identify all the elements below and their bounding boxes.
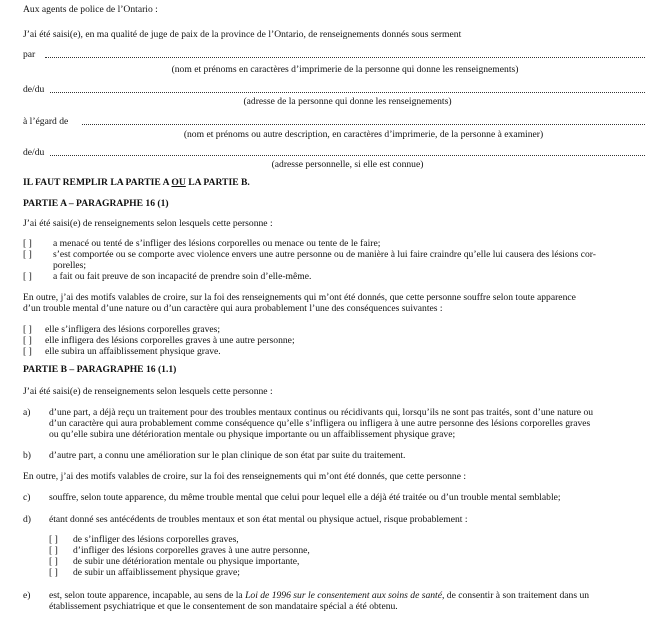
- informant-address-caption: (adresse de la personne qui donne les renseignements): [243, 96, 452, 107]
- instruction-heading: IL FAUT REMPLIR LA PARTIE A OU LA PARTIE B.: [23, 177, 250, 188]
- part-a-item-3: [ ] a fait ou fait preuve de son incapacité de prendre soin d’elle-même.: [23, 271, 312, 282]
- checkbox[interactable]: [ ]: [23, 249, 32, 260]
- part-b-e-line-2: établissement psychiatrique et que le consentement de son mandataire spécial a été obtenu.: [49, 601, 398, 612]
- part-a-item-2: [ ] s’est comportée ou se comporte avec violence envers une autre personne ou de manière à lui faire craindre qu’elle lui causera des lésions cor-: [23, 249, 596, 260]
- checkbox[interactable]: [ ]: [49, 567, 58, 578]
- checkbox[interactable]: [ ]: [49, 556, 58, 567]
- checkbox[interactable]: [ ]: [23, 335, 32, 346]
- subject-name-field[interactable]: [82, 124, 645, 125]
- part-b-b-text: d’autre part, a connu une amélioration sur le plan clinique de son état par suite du traitement.: [49, 450, 406, 461]
- checkbox[interactable]: [ ]: [23, 346, 32, 357]
- part-a-consequence-3: [ ] elle subira un affaiblissement physique grave.: [23, 346, 221, 357]
- checkbox[interactable]: [ ]: [23, 324, 32, 335]
- part-a-consequence-2: [ ] elle infligera des lésions corporelles graves à une autre personne;: [23, 335, 295, 346]
- part-b-further: En outre, j’ai des motifs valables de croire, sur la foi des renseignements qui m’ont été donnés, que cette personne :: [23, 471, 467, 482]
- part-a-title: PARTIE A – PARAGRAPHE 16 (1): [23, 198, 169, 209]
- part-a-intro: J’ai été saisi(e) de renseignements selon lesquels cette personne :: [23, 218, 273, 229]
- part-b-d-item-4: [ ] de subir un affaiblissement physique grave;: [49, 567, 240, 578]
- part-b-c-letter: c): [23, 492, 31, 503]
- informant-address-field[interactable]: [50, 92, 645, 93]
- subject-address-caption: (adresse personnelle, si elle est connue): [271, 159, 424, 170]
- part-b-d-item-2: [ ] d’infliger des lésions corporelles graves à une autre personne,: [49, 545, 310, 556]
- intro-statement: J’ai été saisi(e), en ma qualité de juge de paix de la province de l’Ontario, de renseignements donnés sous serment: [23, 29, 462, 40]
- informant-name-caption: (nom et prénoms en caractères d’imprimerie de la personne qui donne les renseignements): [171, 64, 519, 75]
- part-a-consequence-1: [ ] elle s’infligera des lésions corporelles graves;: [23, 324, 221, 335]
- part-b-d-letter: d): [23, 514, 31, 525]
- informant-name-field[interactable]: [45, 57, 645, 58]
- field-subject-address-label: de/du: [23, 147, 45, 158]
- part-b-d-item-3: [ ] de subir une détérioration mentale ou physique importante,: [49, 556, 300, 567]
- salutation: Aux agents de police de l’Ontario :: [23, 4, 158, 15]
- part-a-further-1: En outre, j’ai des motifs valables de croire, sur la foi des renseignements qui m’ont été donnés, que cette personne souffre selon toute apparence: [23, 292, 576, 303]
- part-b-d-text: étant donné ses antécédents de troubles mentaux et son état mental ou physique actuel, risque probablement :: [49, 514, 468, 525]
- part-b-a-letter: a): [23, 407, 31, 418]
- part-b-c-text: souffre, selon toute apparence, du même trouble mental que celui pour lequel elle a déjà été traitée ou d’un trouble mental semblable;: [49, 492, 561, 503]
- subject-name-caption: (nom et prénoms ou autre description, en caractères d’imprimerie, de la personne à examiner): [183, 129, 544, 140]
- part-b-title: PARTIE B – PARAGRAPHE 16 (1.1): [23, 364, 177, 375]
- part-b-e-letter: e): [23, 590, 31, 601]
- part-a-item-1: [ ] a menacé ou tenté de s’infliger des lésions corporelles ou menace ou tente de le faire;: [23, 238, 381, 249]
- subject-address-field[interactable]: [50, 155, 645, 156]
- checkbox[interactable]: [ ]: [23, 238, 32, 249]
- part-b-e-line-1: est, selon toute apparence, incapable, au sens de la Loi de 1996 sur le consentement aux soins de santé, de consentir à son traitement dans un: [49, 590, 590, 601]
- part-b-b-letter: b): [23, 450, 31, 461]
- part-b-a-line-2: d’un caractère qui aura probablement comme conséquence qu’elle s’infligera ou infligera à une autre personne des lésions corporelles graves: [49, 418, 591, 429]
- checkbox[interactable]: [ ]: [23, 271, 32, 282]
- checkbox[interactable]: [ ]: [49, 545, 58, 556]
- part-b-a-line-1: d’une part, a déjà reçu un traitement pour des troubles mentaux continus ou récidivants qui, lorsqu’ils ne sont pas traités, sont d’une nature ou: [49, 407, 594, 418]
- part-b-intro: J’ai été saisi(e) de renseignements selon lesquels cette personne :: [23, 386, 273, 397]
- field-subject-label: à l’égard de: [23, 116, 69, 127]
- part-b-d-item-1: [ ] de s’infliger des lésions corporelles graves,: [49, 534, 239, 545]
- part-a-item-2-cont: porelles;: [53, 260, 87, 271]
- field-informant-label: par: [23, 49, 36, 60]
- statute-title: Loi de 1996 sur le consentement aux soins de santé: [245, 590, 442, 601]
- part-b-a-line-3: ou qu’elle subira une détérioration mentale ou physique importante ou un affaiblissement physique grave;: [49, 429, 456, 440]
- field-informant-address-label: de/du: [23, 84, 45, 95]
- checkbox[interactable]: [ ]: [49, 534, 58, 545]
- part-a-further-2: d’un trouble mental d’une nature ou d’un caractère qui aura probablement l’une des conséquences suivantes :: [23, 303, 443, 314]
